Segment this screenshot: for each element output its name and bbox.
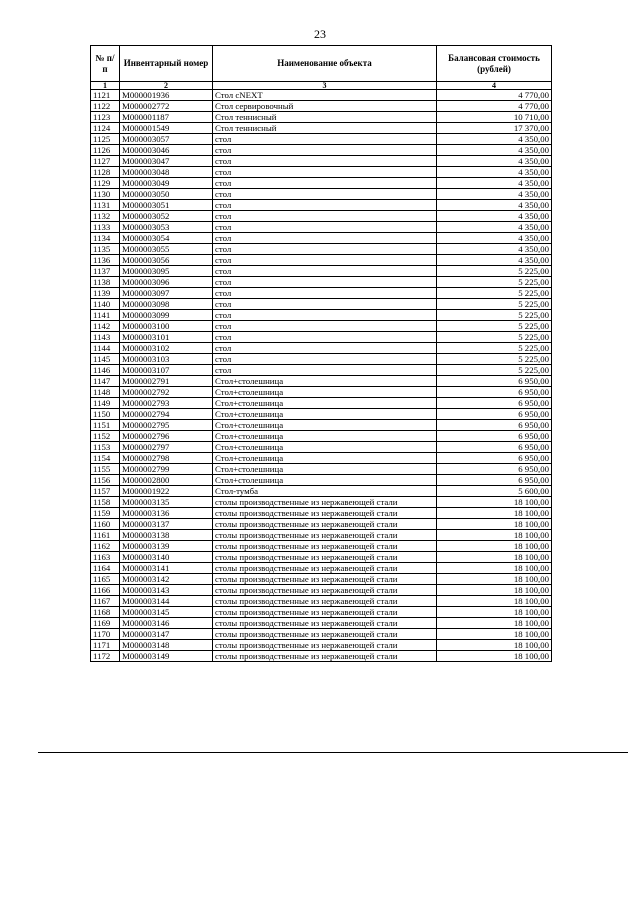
row-number: 1133 (91, 222, 120, 233)
table-row (91, 321, 552, 332)
balance-cost: 4 350,00 (437, 167, 552, 178)
table-row (91, 607, 552, 618)
balance-cost: 5 225,00 (437, 332, 552, 343)
row-number: 1152 (91, 431, 120, 442)
inventory-code: М000003101 (120, 332, 213, 343)
row-number: 1140 (91, 299, 120, 310)
row-number: 1148 (91, 387, 120, 398)
inventory-code: М000002794 (120, 409, 213, 420)
inventory-code: М000003052 (120, 211, 213, 222)
balance-cost: 10 710,00 (437, 112, 552, 123)
inventory-code: М000003047 (120, 156, 213, 167)
row-number: 1143 (91, 332, 120, 343)
balance-cost: 6 950,00 (437, 376, 552, 387)
inventory-code: М000003144 (120, 596, 213, 607)
inventory-code: М000003051 (120, 200, 213, 211)
inventory-code: М000003149 (120, 651, 213, 662)
column-number: 1 (91, 82, 120, 90)
page-number: 23 (314, 27, 326, 41)
inventory-code: М000003097 (120, 288, 213, 299)
balance-cost: 18 100,00 (437, 519, 552, 530)
row-number: 1126 (91, 145, 120, 156)
row-number: 1167 (91, 596, 120, 607)
object-name: стол (213, 244, 437, 255)
balance-cost: 5 225,00 (437, 266, 552, 277)
table-row (91, 266, 552, 277)
object-name: стол (213, 332, 437, 343)
table-row (91, 233, 552, 244)
object-name: столы производственные из нержавеющей стали (213, 618, 437, 629)
balance-cost: 5 225,00 (437, 310, 552, 321)
row-number: 1155 (91, 464, 120, 475)
object-name: столы производственные из нержавеющей стали (213, 552, 437, 563)
balance-cost: 17 370,00 (437, 123, 552, 134)
inventory-code: М000003142 (120, 574, 213, 585)
inventory-code: М000003139 (120, 541, 213, 552)
balance-cost: 4 350,00 (437, 255, 552, 266)
inventory-code: М000003135 (120, 497, 213, 508)
inventory-code: М000003107 (120, 365, 213, 376)
inventory-code: М000003140 (120, 552, 213, 563)
object-name: столы производственные из нержавеющей стали (213, 541, 437, 552)
table-row (91, 618, 552, 629)
table-row (91, 475, 552, 486)
balance-cost: 6 950,00 (437, 453, 552, 464)
row-number: 1145 (91, 354, 120, 365)
inventory-code: М000003049 (120, 178, 213, 189)
inventory-code: М000003096 (120, 277, 213, 288)
inventory-code: М000003148 (120, 640, 213, 651)
object-name: Стол+столешница (213, 475, 437, 486)
table-row (91, 453, 552, 464)
inventory-code: М000003138 (120, 530, 213, 541)
inventory-code: М000003055 (120, 244, 213, 255)
table-row (91, 563, 552, 574)
balance-cost: 5 600,00 (437, 486, 552, 497)
row-number: 1172 (91, 651, 120, 662)
object-name: Стол сервировочный (213, 101, 437, 112)
object-name: стол (213, 167, 437, 178)
table-row (91, 651, 552, 662)
object-name: Стол+столешница (213, 464, 437, 475)
table-row (91, 299, 552, 310)
inventory-code: М000003048 (120, 167, 213, 178)
inventory-code: М000003050 (120, 189, 213, 200)
object-name: Стол+столешница (213, 420, 437, 431)
balance-cost: 6 950,00 (437, 442, 552, 453)
column-number: 2 (120, 82, 213, 90)
table-row (91, 222, 552, 233)
balance-cost: 5 225,00 (437, 277, 552, 288)
table-row (91, 464, 552, 475)
row-number: 1146 (91, 365, 120, 376)
object-name: Стол+столешница (213, 431, 437, 442)
inventory-code: М000003099 (120, 310, 213, 321)
balance-cost: 4 350,00 (437, 233, 552, 244)
column-number-row (91, 82, 552, 90)
inventory-code: М000003056 (120, 255, 213, 266)
row-number: 1132 (91, 211, 120, 222)
inventory-code: М000002795 (120, 420, 213, 431)
object-name: стол (213, 222, 437, 233)
row-number: 1164 (91, 563, 120, 574)
table-row (91, 585, 552, 596)
inventory-code: М000003102 (120, 343, 213, 354)
object-name: столы производственные из нержавеющей стали (213, 574, 437, 585)
inventory-code: М000003046 (120, 145, 213, 156)
table-row (91, 255, 552, 266)
balance-cost: 4 350,00 (437, 222, 552, 233)
object-name: стол (213, 200, 437, 211)
row-number: 1144 (91, 343, 120, 354)
object-name: Стол теннисный (213, 123, 437, 134)
inventory-code: М000002799 (120, 464, 213, 475)
balance-cost: 18 100,00 (437, 585, 552, 596)
inventory-code: М000002800 (120, 475, 213, 486)
table-row (91, 189, 552, 200)
table-row (91, 596, 552, 607)
inventory-code: М000003098 (120, 299, 213, 310)
balance-cost: 18 100,00 (437, 618, 552, 629)
inventory-code: М000003137 (120, 519, 213, 530)
table-row (91, 552, 552, 563)
table-row (91, 497, 552, 508)
row-number: 1165 (91, 574, 120, 585)
object-name: стол (213, 156, 437, 167)
column-number: 4 (437, 82, 552, 90)
object-name: столы производственные из нержавеющей стали (213, 508, 437, 519)
object-name: столы производственные из нержавеющей стали (213, 530, 437, 541)
table-row (91, 332, 552, 343)
inventory-code: М000002772 (120, 101, 213, 112)
row-number: 1127 (91, 156, 120, 167)
row-number: 1161 (91, 530, 120, 541)
object-name: столы производственные из нержавеющей стали (213, 585, 437, 596)
row-number: 1125 (91, 134, 120, 145)
table-row (91, 629, 552, 640)
row-number: 1154 (91, 453, 120, 464)
table-row (91, 398, 552, 409)
table-row (91, 365, 552, 376)
object-name: Стол+столешница (213, 453, 437, 464)
table-row (91, 343, 552, 354)
inventory-code: М000002796 (120, 431, 213, 442)
table-row (91, 519, 552, 530)
balance-cost: 4 770,00 (437, 90, 552, 101)
object-name: стол (213, 365, 437, 376)
balance-cost: 6 950,00 (437, 420, 552, 431)
balance-cost: 6 950,00 (437, 464, 552, 475)
row-number: 1162 (91, 541, 120, 552)
object-name: стол (213, 233, 437, 244)
inventory-code: М000003053 (120, 222, 213, 233)
object-name: столы производственные из нержавеющей стали (213, 607, 437, 618)
object-name: стол (213, 299, 437, 310)
inventory-code: М000002791 (120, 376, 213, 387)
balance-cost: 18 100,00 (437, 640, 552, 651)
row-number: 1153 (91, 442, 120, 453)
row-number: 1150 (91, 409, 120, 420)
balance-cost: 4 350,00 (437, 145, 552, 156)
row-number: 1134 (91, 233, 120, 244)
object-name: Стол+столешница (213, 376, 437, 387)
row-number: 1135 (91, 244, 120, 255)
row-number: 1129 (91, 178, 120, 189)
inventory-code: М000003136 (120, 508, 213, 519)
object-name: столы производственные из нержавеющей стали (213, 596, 437, 607)
table-row (91, 167, 552, 178)
table-row (91, 431, 552, 442)
row-number: 1163 (91, 552, 120, 563)
balance-cost: 4 350,00 (437, 189, 552, 200)
row-number: 1139 (91, 288, 120, 299)
inventory-code: М000001922 (120, 486, 213, 497)
balance-cost: 18 100,00 (437, 574, 552, 585)
balance-cost: 5 225,00 (437, 321, 552, 332)
object-name: стол (213, 189, 437, 200)
balance-cost: 6 950,00 (437, 398, 552, 409)
row-number: 1157 (91, 486, 120, 497)
table-row (91, 145, 552, 156)
table-row (91, 409, 552, 420)
row-number: 1142 (91, 321, 120, 332)
table-row (91, 277, 552, 288)
inventory-code: М000003095 (120, 266, 213, 277)
row-number: 1156 (91, 475, 120, 486)
table-row (91, 574, 552, 585)
table-row (91, 112, 552, 123)
row-number: 1151 (91, 420, 120, 431)
balance-cost: 6 950,00 (437, 387, 552, 398)
inventory-code: М000003057 (120, 134, 213, 145)
row-number: 1158 (91, 497, 120, 508)
inventory-code: М000003054 (120, 233, 213, 244)
object-name: Стол+столешница (213, 398, 437, 409)
row-number: 1121 (91, 90, 120, 101)
inventory-code: М000003100 (120, 321, 213, 332)
balance-cost: 18 100,00 (437, 508, 552, 519)
object-name: столы производственные из нержавеющей стали (213, 651, 437, 662)
object-name: стол (213, 145, 437, 156)
object-name: Стол+столешница (213, 442, 437, 453)
table-header-row (91, 46, 552, 82)
row-number: 1170 (91, 629, 120, 640)
row-number: 1122 (91, 101, 120, 112)
header-balance-cost: Балансовая стоимость (рублей) (437, 46, 552, 82)
row-number: 1159 (91, 508, 120, 519)
object-name: стол (213, 354, 437, 365)
inventory-code: М000002798 (120, 453, 213, 464)
column-number: 3 (213, 82, 437, 90)
row-number: 1131 (91, 200, 120, 211)
inventory-code: М000001187 (120, 112, 213, 123)
object-name: стол (213, 277, 437, 288)
balance-cost: 5 225,00 (437, 365, 552, 376)
header-num: № п/п (91, 46, 120, 82)
row-number: 1169 (91, 618, 120, 629)
object-name: столы производственные из нержавеющей стали (213, 640, 437, 651)
table-row (91, 200, 552, 211)
object-name: стол (213, 310, 437, 321)
table-row (91, 101, 552, 112)
object-name: Стол-тумба (213, 486, 437, 497)
table-row (91, 211, 552, 222)
table-row (91, 123, 552, 134)
balance-cost: 5 225,00 (437, 354, 552, 365)
object-name: Стол cNEXT (213, 90, 437, 101)
balance-cost: 18 100,00 (437, 530, 552, 541)
table-row (91, 387, 552, 398)
table-row (91, 541, 552, 552)
inventory-code: М000002793 (120, 398, 213, 409)
inventory-code: М000003103 (120, 354, 213, 365)
object-name: стол (213, 211, 437, 222)
table-row (91, 134, 552, 145)
table-row (91, 310, 552, 321)
row-number: 1138 (91, 277, 120, 288)
object-name: стол (213, 178, 437, 189)
inventory-code: М000001936 (120, 90, 213, 101)
object-name: стол (213, 343, 437, 354)
balance-cost: 18 100,00 (437, 629, 552, 640)
row-number: 1130 (91, 189, 120, 200)
inventory-code: М000001549 (120, 123, 213, 134)
bottom-rule (38, 752, 628, 753)
table-body (91, 90, 552, 662)
inventory-code: М000002797 (120, 442, 213, 453)
inventory-code: М000003143 (120, 585, 213, 596)
balance-cost: 18 100,00 (437, 541, 552, 552)
table-row (91, 640, 552, 651)
balance-cost: 4 350,00 (437, 244, 552, 255)
balance-cost: 6 950,00 (437, 431, 552, 442)
row-number: 1137 (91, 266, 120, 277)
object-name: стол (213, 266, 437, 277)
table-row (91, 486, 552, 497)
object-name: стол (213, 321, 437, 332)
inventory-code: М000002792 (120, 387, 213, 398)
table-row (91, 376, 552, 387)
balance-cost: 5 225,00 (437, 288, 552, 299)
row-number: 1141 (91, 310, 120, 321)
row-number: 1160 (91, 519, 120, 530)
balance-cost: 18 100,00 (437, 497, 552, 508)
table-row (91, 288, 552, 299)
table-row (91, 530, 552, 541)
table-row (91, 178, 552, 189)
row-number: 1168 (91, 607, 120, 618)
inventory-code: М000003146 (120, 618, 213, 629)
balance-cost: 4 350,00 (437, 200, 552, 211)
inventory-code: М000003141 (120, 563, 213, 574)
object-name: столы производственные из нержавеющей стали (213, 563, 437, 574)
balance-cost: 18 100,00 (437, 596, 552, 607)
row-number: 1136 (91, 255, 120, 266)
table-row (91, 508, 552, 519)
object-name: стол (213, 288, 437, 299)
balance-cost: 18 100,00 (437, 651, 552, 662)
table-row (91, 420, 552, 431)
inventory-code: М000003147 (120, 629, 213, 640)
balance-cost: 4 350,00 (437, 156, 552, 167)
header-inventory-code: Инвентарный номер (120, 46, 213, 82)
object-name: столы производственные из нержавеющей стали (213, 497, 437, 508)
row-number: 1128 (91, 167, 120, 178)
balance-cost: 4 350,00 (437, 211, 552, 222)
row-number: 1123 (91, 112, 120, 123)
balance-cost: 18 100,00 (437, 607, 552, 618)
object-name: столы производственные из нержавеющей стали (213, 519, 437, 530)
balance-cost: 4 350,00 (437, 178, 552, 189)
balance-cost: 18 100,00 (437, 552, 552, 563)
row-number: 1166 (91, 585, 120, 596)
table-row (91, 156, 552, 167)
row-number: 1124 (91, 123, 120, 134)
inventory-table (90, 45, 552, 662)
header-object-name: Наименование объекта (213, 46, 437, 82)
table-row (91, 442, 552, 453)
balance-cost: 4 350,00 (437, 134, 552, 145)
inventory-code: М000003145 (120, 607, 213, 618)
row-number: 1171 (91, 640, 120, 651)
balance-cost: 5 225,00 (437, 299, 552, 310)
object-name: Стол+столешница (213, 387, 437, 398)
balance-cost: 6 950,00 (437, 409, 552, 420)
object-name: стол (213, 255, 437, 266)
object-name: Стол теннисный (213, 112, 437, 123)
object-name: Стол+столешница (213, 409, 437, 420)
object-name: столы производственные из нержавеющей стали (213, 629, 437, 640)
balance-cost: 4 770,00 (437, 101, 552, 112)
balance-cost: 5 225,00 (437, 343, 552, 354)
row-number: 1147 (91, 376, 120, 387)
object-name: стол (213, 134, 437, 145)
balance-cost: 6 950,00 (437, 475, 552, 486)
row-number: 1149 (91, 398, 120, 409)
table-row (91, 354, 552, 365)
balance-cost: 18 100,00 (437, 563, 552, 574)
table-row (91, 90, 552, 101)
table-row (91, 244, 552, 255)
